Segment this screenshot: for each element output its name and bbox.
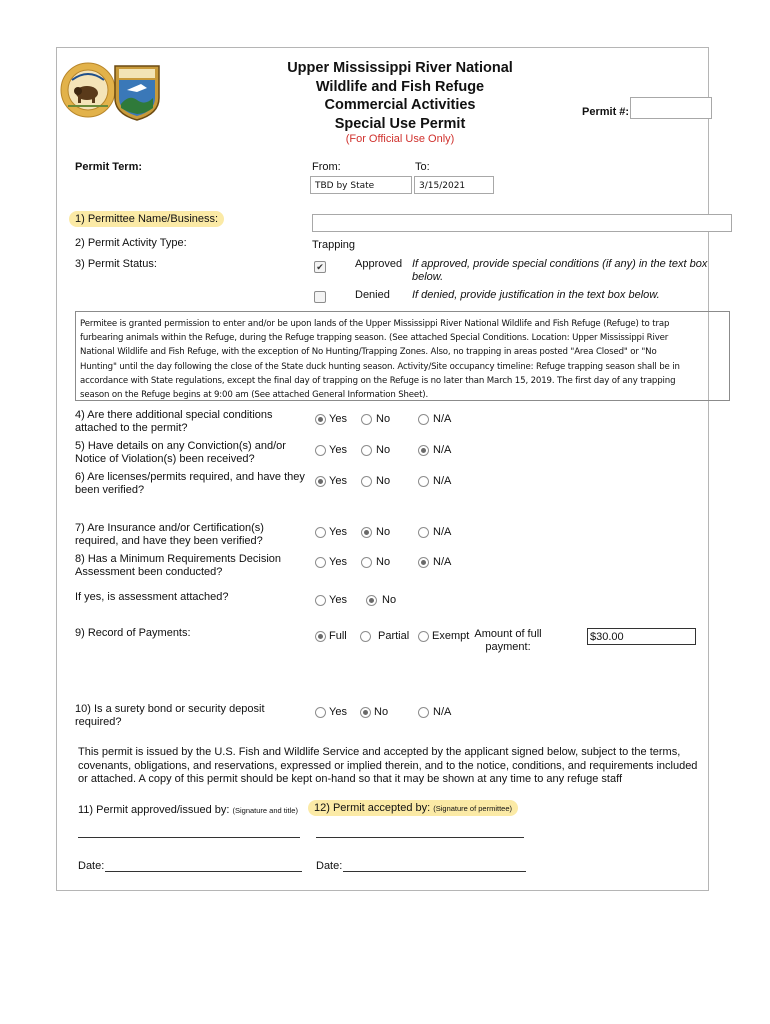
permittee-name-field[interactable] [312,214,732,232]
conditions-line-1: Permitee is granted permission to enter and/or be upon lands of the Upper Mississippi River National Wildlife and Fish Refuge (Refuge) to trap [80,319,670,329]
q4-no-label: No [376,413,391,425]
term-from-label: From: [312,161,341,173]
q5-line-2: Notice of Violation(s) been received? [75,453,255,465]
q6-na-label: N/A [433,475,452,487]
q7-no-radio[interactable] [361,527,372,538]
approved-label: Approved [355,258,403,270]
q6-yes-radio[interactable] [315,476,326,487]
q4-na-radio[interactable] [418,414,429,425]
payment-full-label: Full [329,630,347,642]
q10-label [75,703,265,729]
payment-partial-radio[interactable] [360,631,371,642]
issued-by-text: 11) Permit approved/issued by: [78,804,230,816]
q6-no-label: No [376,475,391,487]
denied-checkbox[interactable] [314,291,326,303]
approved-note-line-2: below. [412,271,444,283]
statement-line-2: covenants, obligations, and reservations, expressed or implied therein, and to the notice, conditions, and requirements included [78,759,698,772]
q10-no-label: No [374,706,389,718]
q8-na-label: N/A [433,556,452,568]
form-title [255,59,545,133]
denied-note: If denied, provide justification in the text box below. [412,289,660,301]
amount-field[interactable]: $30.00 [587,628,696,645]
q8-no-radio[interactable] [361,557,372,568]
q8b-yes-radio[interactable] [315,595,326,606]
q4-yes-label: Yes [329,413,347,425]
q10-na-radio[interactable] [418,707,429,718]
approved-checkbox[interactable]: ✔ [314,261,326,273]
permittee-date-line[interactable] [343,871,526,872]
q4-line-2: attached to the permit? [75,422,188,434]
q4-yes-radio[interactable] [315,414,326,425]
q6-no-radio[interactable] [361,476,372,487]
q7-line-1: 7) Are Insurance and/or Certification(s) [75,522,264,534]
q5-yes-label: Yes [329,444,347,456]
activity-type-label: 2) Permit Activity Type: [75,237,187,249]
payment-exempt-radio[interactable] [418,631,429,642]
q10-line-2: required? [75,716,122,728]
doi-seal-logo [60,62,116,118]
q5-label [75,440,286,466]
q7-no-label: No [376,526,391,538]
q4-line-1: 4) Are there additional special conditions [75,409,273,421]
q6-line-1: 6) Are licenses/permits required, and have they [75,471,305,483]
accepted-by-subtext: (Signature of permittee) [433,804,513,813]
q10-yes-radio[interactable] [315,707,326,718]
q6-yes-label: Yes [329,475,347,487]
q5-na-radio[interactable] [418,445,429,456]
q6-na-radio[interactable] [418,476,429,487]
q8-na-radio[interactable] [418,557,429,568]
payment-partial-label: Partial [378,630,410,642]
title-line-2: Wildlife and Fish Refuge [315,78,485,95]
amount-label-line-2: payment: [485,641,531,653]
denied-label: Denied [355,289,390,301]
permit-status-label: 3) Permit Status: [75,258,157,270]
q7-yes-radio[interactable] [315,527,326,538]
q10-line-1: 10) Is a surety bond or security deposit [75,703,265,715]
q8b-no-radio[interactable] [366,595,377,606]
q4-no-radio[interactable] [361,414,372,425]
q7-yes-label: Yes [329,526,347,538]
issuer-date-label: Date: [78,860,105,872]
term-from-field[interactable]: TBD by State [310,176,412,194]
permittee-signature-line[interactable] [316,837,524,838]
activity-type-value[interactable]: Trapping [312,239,356,251]
assessment-attached-label: If yes, is assessment attached? [75,591,229,603]
conditions-line-4: Hunting" until the day following the close of the State duck hunting season. Activity/Site occupancy timeline: Refuge trapping season shall be in [80,361,680,372]
statement-line-3: or attached. A copy of this permit should be kept on-hand so that it may be shown at any time to any refuge staff [78,773,623,785]
title-line-1: Upper Mississippi River National [287,60,513,76]
q8-yes-label: Yes [329,556,347,568]
q10-yes-label: Yes [329,706,347,718]
title-line-4: Special Use Permit [334,115,466,132]
conditions-line-2: furbearing animals within the Refuge, during the Refuge trapping season. (See attached Special Conditions. Location: Upper Mississippi River [80,333,669,344]
q6-label [75,471,305,497]
permittee-name-label: 1) Permittee Name/Business: [69,211,224,227]
amount-label-line-1: Amount of full [474,628,542,640]
q8b-no-label: No [382,594,397,606]
conditions-line-5: accordance with State regulations, except the final day of trapping on the Refuge is no later than March 15, 2019. The first day of any trapping [80,375,676,386]
term-to-field[interactable]: 3/15/2021 [414,176,494,194]
q7-label [75,522,264,548]
official-use-note: (For Official Use Only) [345,133,455,145]
q6-line-2: been verified? [75,484,145,496]
payments-label: 9) Record of Payments: [75,627,191,639]
q5-no-radio[interactable] [361,445,372,456]
q7-na-radio[interactable] [418,527,429,538]
q8-line-2: Assessment been conducted? [75,566,223,578]
q7-na-label: N/A [433,526,452,538]
special-conditions-textbox[interactable] [75,311,730,401]
permittee-date-label: Date: [316,860,343,872]
issuer-signature-line[interactable] [78,837,300,838]
q7-line-2: required, and have they been verified? [75,535,263,547]
term-to-label: To: [415,161,430,173]
q5-no-label: No [376,444,391,456]
payment-exempt-label: Exempt [432,630,470,642]
title-line-3: Commercial Activities [324,97,476,113]
approved-note-line-1: If approved, provide special conditions (if any) in the text box [412,258,708,270]
q4-na-label: N/A [433,413,452,425]
q5-na-label: N/A [433,444,452,456]
q5-line-1: 5) Have details on any Conviction(s) and/or [75,440,286,452]
fws-shield-logo [113,64,161,122]
amount-label [472,628,544,654]
issuer-date-line[interactable] [105,871,302,872]
conditions-line-3: National Wildlife and Fish Refuge, with the exception of No Hunting/Trapping Zones. Also, no trapping in areas posted "Area Closed" or "No [80,347,657,358]
permit-number-field[interactable] [630,97,712,119]
issued-by-label [78,804,298,816]
q8-no-label: No [376,556,391,568]
payment-full-radio[interactable] [315,631,326,642]
q8-line-1: 8) Has a Minimum Requirements Decision [75,553,282,565]
q8-yes-radio[interactable] [315,557,326,568]
q10-no-radio[interactable] [360,707,371,718]
issued-by-subtext: (Signature and title) [232,806,298,815]
permit-number-label: Permit #: [582,106,630,118]
statement-line-1: This permit is issued by the U.S. Fish and Wildlife Service and accepted by the applicant signed below, subject to the terms, [78,746,681,758]
accepted-by-text: 12) Permit accepted by: [314,802,431,814]
accepted-by-label [308,800,518,816]
permit-term-label: Permit Term: [75,161,143,173]
q8b-yes-label: Yes [329,594,347,606]
q10-na-label: N/A [433,706,452,718]
permit-statement [78,746,697,787]
conditions-line-6: season on the Refuge begins at 9:00 am (See attached General Information Sheet). [80,390,429,401]
q8-label [75,553,281,579]
q5-yes-radio[interactable] [315,445,326,456]
q4-label [75,409,273,435]
